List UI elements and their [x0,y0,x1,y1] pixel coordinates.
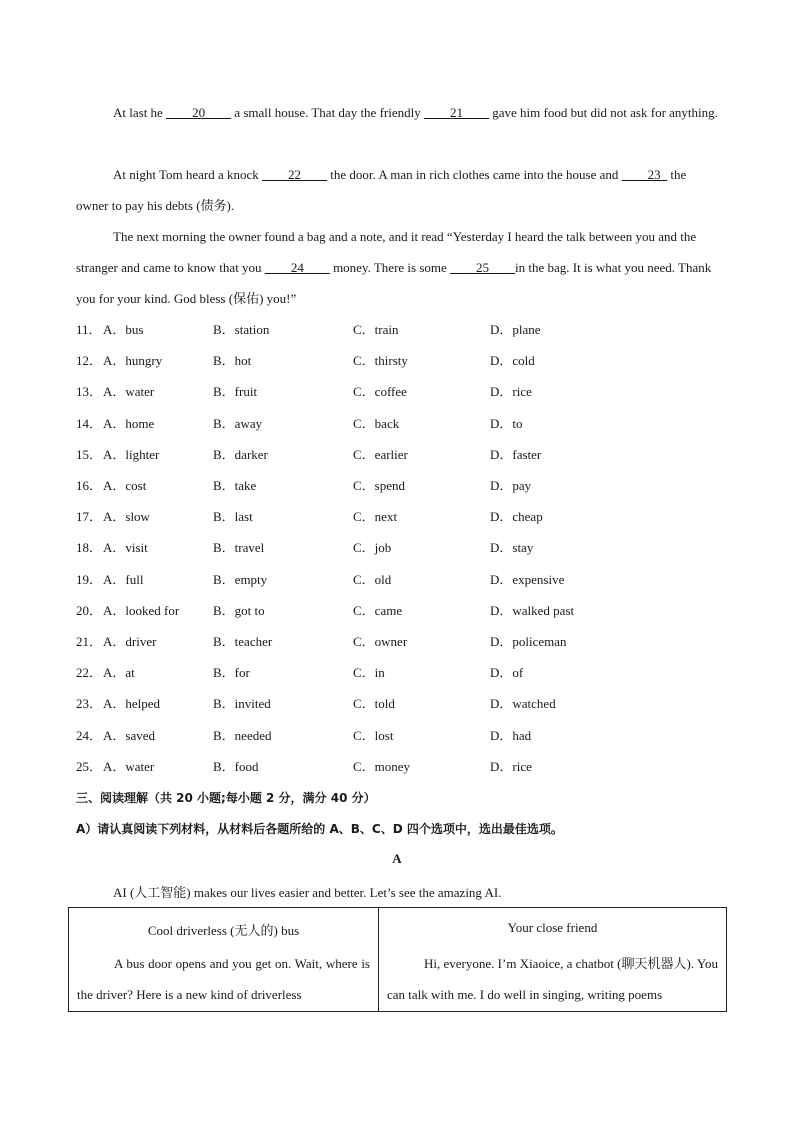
cell-body [387,948,718,1010]
option-c: C．old [353,572,392,587]
option-d: D．had [490,728,532,743]
option-c: C．owner [353,634,408,649]
question-number: 19． [76,572,103,587]
option-b: B．needed [213,728,272,743]
option-d: D．faster [490,447,542,462]
option-c: C．told [353,696,395,711]
option-a: A．cost [103,478,147,493]
table-cell-close-friend [379,908,726,1011]
option-a: A．driver [103,634,157,649]
option-d: D．pay [490,478,532,493]
option-a: A．home [103,416,155,431]
option-c: C．thirsty [353,353,408,368]
table-cell-driverless-bus [69,908,379,1011]
option-b: B．fruit [213,384,258,399]
text-run: A bus door opens and you get on. Wait, where is the driver? Here is a new kind of driverless [77,956,370,1002]
option-a: A．at [103,665,135,680]
part-title: A [392,851,402,866]
option-b: B．for [213,665,250,680]
cell-title: Your close friend [507,920,598,935]
question-number: 20． [76,603,103,618]
blank-24: ____24____ [264,260,330,275]
option-b: B．hot [213,353,252,368]
blank-25: ____25____ [450,260,516,275]
passage-paragraph-3 [76,221,718,314]
option-d: D．expensive [490,572,565,587]
passage-paragraph-2 [76,159,718,221]
ai-table [68,907,727,1012]
option-a: A．bus [103,322,144,337]
question-number: 12． [76,353,103,368]
question-number: 16． [76,478,103,493]
option-a: A．full [103,572,144,587]
question-number: 17． [76,509,103,524]
section-heading: 三、阅读理解（共 20 小题;每小题 2 分，满分 40 分） [76,791,376,805]
text-run: Hi, everyone. I’m Xiaoice, a chatbot (聊天机器人). You can talk with me. I do well in singing, writing poems [387,956,718,1002]
option-d: D．policeman [490,634,567,649]
option-b: B．empty [213,572,268,587]
option-c: C．spend [353,478,406,493]
text-run: in the bag. It is what you need. Thank you for your kind. God bless (保佑) you!” [76,260,712,306]
text-run: gave him food but did not ask for anything. [488,105,718,120]
option-a: A．lighter [103,447,160,462]
cell-body [77,948,370,1010]
option-a: A．visit [103,540,148,555]
question-number: 23． [76,696,103,711]
option-a: A．helped [103,696,161,711]
option-c: C．job [353,540,392,555]
option-b: B．invited [213,696,271,711]
passage-paragraph-1 [76,97,718,128]
option-a: A．water [103,384,155,399]
question-number: 15． [76,447,103,462]
option-d: D．to [490,416,523,431]
option-a: A．hungry [103,353,163,368]
text-run: a small house. That day the friendly [231,105,424,120]
text-run: the door. A man in rich clothes came into the house and [327,167,622,182]
option-b: B．away [213,416,263,431]
option-d: D．walked past [490,603,575,618]
option-c: C．earlier [353,447,408,462]
option-b: B．take [213,478,257,493]
option-a: A．saved [103,728,155,743]
option-d: D．cold [490,353,535,368]
option-b: B．darker [213,447,268,462]
option-c: C．coffee [353,384,407,399]
question-number: 14． [76,416,103,431]
option-b: B．teacher [213,634,273,649]
option-c: C．back [353,416,400,431]
option-a: A．slow [103,509,150,524]
option-b: B．food [213,759,259,774]
question-number: 25． [76,759,103,774]
option-a: A．water [103,759,155,774]
text-run: AI (人工智能) makes our lives easier and better. Let’s see the amazing AI. [113,885,502,900]
blank-23: ____23_ [621,167,668,182]
option-d: D．rice [490,384,532,399]
option-c: C．in [353,665,385,680]
option-d: D．cheap [490,509,543,524]
blank-22: ____22____ [262,167,328,182]
option-b: B．last [213,509,253,524]
option-a: A．looked for [103,603,180,618]
question-number: 22． [76,665,103,680]
option-b: B．travel [213,540,265,555]
question-number: 24． [76,728,103,743]
text-run: money. There is some [329,260,451,275]
text-run: At last he [113,105,167,120]
blank-21: ____21____ [423,105,489,120]
cell-title: Cool driverless (无人的) bus [147,923,300,938]
option-b: B．got to [213,603,265,618]
question-number: 11． [76,322,102,337]
question-number: 13． [76,384,103,399]
text-run: The next morning the owner found a bag and a note, and it read “Yesterday I heard the talk between you and the stranger and came to know that you [76,229,697,275]
option-b: B．station [213,322,270,337]
blank-20: ____20____ [166,105,232,120]
option-c: C．train [353,322,399,337]
intro-paragraph [76,877,718,908]
option-d: D．stay [490,540,534,555]
option-d: D．plane [490,322,541,337]
text-run: the owner to pay his debts (债务). [76,167,687,213]
text-run: At night Tom heard a knock [113,167,263,182]
option-d: D．of [490,665,524,680]
section-instruction: A）请认真阅读下列材料，从材料后各题所给的 A、B、C、D 四个选项中，选出最佳选项。 [76,822,563,836]
option-d: D．watched [490,696,556,711]
question-number: 21． [76,634,103,649]
option-c: C．next [353,509,398,524]
option-c: C．money [353,759,411,774]
option-c: C．lost [353,728,394,743]
option-c: C．came [353,603,403,618]
option-d: D．rice [490,759,532,774]
question-number: 18． [76,540,103,555]
